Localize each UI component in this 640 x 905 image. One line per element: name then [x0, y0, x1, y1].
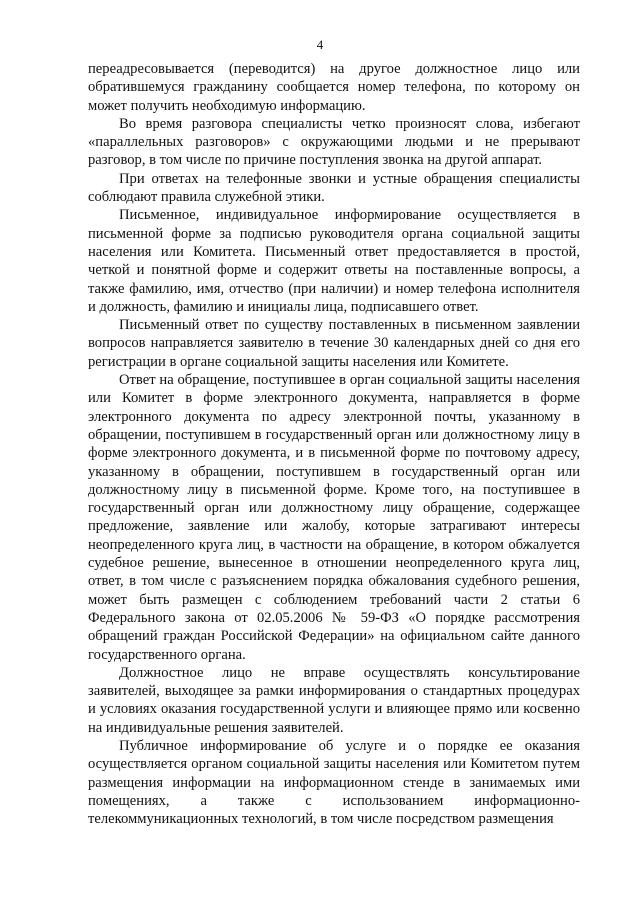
document-body — [88, 60, 580, 828]
paragraph: Публичное информирование об услуге и о порядке ее оказания осуществляется органом социальной защиты населения или Комитетом путем размещения информации на информационном стенде в занимаемых ими помещениях, а также с использованием информационно-телекоммуникационных технологий, в том числе посредством размещения — [88, 737, 580, 828]
paragraph: Письменное, индивидуальное информирование осуществляется в письменной форме за подписью руководителя органа социальной защиты населения или Комитета. Письменный ответ предоставляется в простой, четкой и понятной форме и содержит ответы на поставленные вопросы, а также фамилию, имя, отчество (при наличии) и номер телефона исполнителя и должность, фамилию и инициалы лица, подписавшего ответ. — [88, 207, 580, 315]
page-number: 4 — [316, 37, 324, 52]
paragraph: При ответах на телефонные звонки и устные обращения специалисты соблюдают правила служебной этики. — [88, 170, 580, 206]
paragraph: Ответ на обращение, поступившее в орган социальной защиты населения или Комитет в форме электронного документа, направляется в форме электронного документа по адресу электронной почты, указанному в обращении, поступившем в государственный орган или должностному лицу в форме электронного документа, и в письменной форме по почтовому адресу, указанному в обращении, поступившем в государственный орган или должностному лицу в письменной форме. Кроме того, на поступившее в государственный орган или должностному лицу обращение, содержащее предложение, заявление или жалобу, которые затрагивают интересы неопределенного круга лиц, в частности на обращение, в котором обжалуется судебное решение, вынесенное в отношении неопределенного круга лиц, ответ, в том числе с разъяснением порядка обжалования судебного решения, может быть размещен с соблюдением требований части 2 статьи 6 Федерального закона от 02.05.2006 № 59-ФЗ «О порядке рассмотрения обращений граждан Российской Федерации» на официальном сайте данного государственного органа. — [88, 372, 580, 663]
paragraph: Письменный ответ по существу поставленных в письменном заявлении вопросов направляется заявителю в течение 30 календарных дней со дня его регистрации в органе социальной защиты населения или Комитете. — [88, 317, 580, 370]
paragraph: Во время разговора специалисты четко произносят слова, избегают «параллельных разговоров» с окружающими людьми и не прерывают разговор, в том числе по причине поступления звонка на другой аппарат. — [88, 115, 580, 169]
paragraph-continuation: переадресовывается (переводится) на другое должностное лицо или обратившемуся гражданину сообщается номер телефона, по которому он может получить необходимую информацию. — [88, 61, 580, 114]
paragraph: Должностное лицо не вправе осуществлять консультирование заявителей, выходящее за рамки информирования о стандартных процедурах и условиях оказания государственной услуги и влияющее прямо или косвенно на индивидуальные решения заявителей. — [88, 664, 580, 736]
